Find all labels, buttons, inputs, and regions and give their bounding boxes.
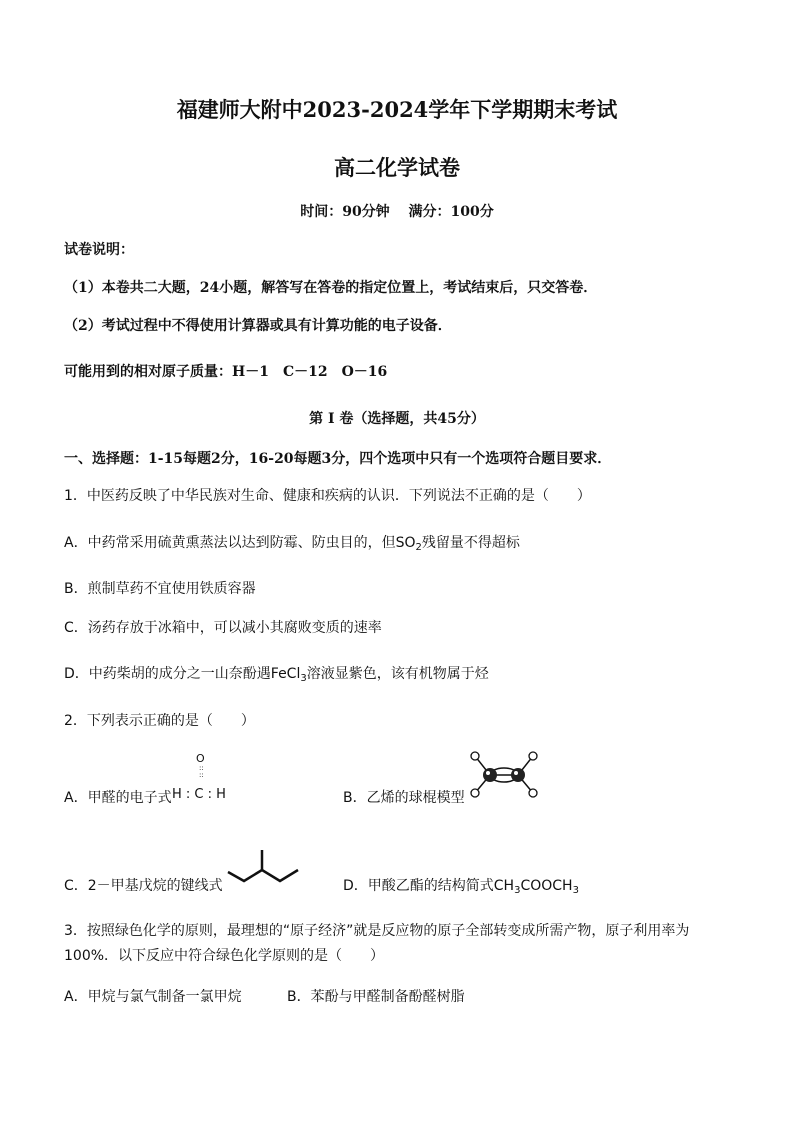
q1-option-b: B．煎制草药不宜使用铁质容器 bbox=[64, 581, 256, 597]
part-title: 第 I 卷（选择题，共45分） bbox=[309, 411, 485, 427]
formaldehyde-electron-formula bbox=[170, 752, 232, 808]
q1-option-d-subscript: 3 bbox=[300, 673, 307, 684]
time-score: 时间：90分钟 满分：100分 bbox=[300, 204, 494, 220]
instructions-heading: 试卷说明： bbox=[64, 242, 134, 258]
q2-option-b: B．乙烯的球棍模型 bbox=[343, 790, 465, 806]
q2-option-c: C．2－甲基戊烷的键线式 bbox=[64, 878, 223, 894]
q1-stem: 1．中医药反映了中华民族对生命、健康和疾病的认识．下列说法不正确的是（ ） bbox=[64, 488, 591, 504]
q3-option-a: A．甲烷与氯气制备一氯甲烷 bbox=[64, 989, 242, 1005]
instruction-item-2: （2）考试过程中不得使用计算器或具有计算功能的电子设备． bbox=[64, 318, 452, 334]
q2-option-d-subscript-1: 3 bbox=[514, 885, 521, 896]
exam-subtitle: 高二化学试卷 bbox=[334, 155, 460, 180]
q1-option-a-text: A．中药常采用硫黄熏蒸法以达到防霉、防虫目的，但SO bbox=[64, 535, 416, 551]
q1-option-d-text: D．中药柴胡的成分之一山奈酚遇FeCl bbox=[64, 666, 301, 682]
q2-option-d bbox=[343, 875, 579, 895]
section-heading: 一、选择题：1-15每题2分，16-20每题3分，四个选项中只有一个选项符合题目要求． bbox=[64, 451, 612, 467]
methylpentane-skeletal-formula bbox=[226, 848, 302, 888]
q1-option-a-tail: 残留量不得超标 bbox=[421, 535, 520, 551]
q3-stem-line-2: 100%．以下反应中符合绿色化学原则的是（ ） bbox=[64, 948, 385, 964]
q2-option-d-mid: COOCH bbox=[520, 878, 573, 894]
instruction-item-1: （1）本卷共二大题，24小题，解答写在答卷的指定位置上，考试结束后，只交答卷． bbox=[64, 280, 598, 296]
q3-option-b: B．苯酚与甲醛制备酚醛树脂 bbox=[287, 989, 465, 1005]
q2-option-a: A．甲醛的电子式 bbox=[64, 790, 172, 806]
ethylene-ball-stick-model bbox=[466, 748, 542, 800]
q1-option-c: C．汤药存放于冰箱中，可以减小其腐败变质的速率 bbox=[64, 620, 382, 636]
q2-option-d-text: D．甲酸乙酯的结构简式CH bbox=[343, 878, 515, 894]
q1-option-a bbox=[64, 532, 520, 552]
exam-title: 福建师大附中2023-2024学年下学期期末考试 bbox=[176, 97, 618, 122]
q1-option-d-tail: 溶液显紫色，该有机物属于烃 bbox=[306, 666, 489, 682]
q2-stem: 2．下列表示正确的是（ ） bbox=[64, 713, 255, 729]
q1-option-d bbox=[64, 663, 489, 683]
q2-option-d-subscript-2: 3 bbox=[572, 885, 579, 896]
atomic-mass-line: 可能用到的相对原子质量：H－1 C－12 O－16 bbox=[64, 364, 388, 380]
electron-dots-icon: :: :: bbox=[199, 764, 204, 779]
q3-stem-line-1: 3．按照绿色化学的原则，最理想的“原子经济”就是反应物的原子全部转变成所需产物，原子利用率为 bbox=[64, 923, 690, 939]
q1-option-a-subscript: 2 bbox=[415, 542, 422, 553]
formula-oxygen: O bbox=[196, 752, 205, 765]
formula-h-c-h: H : C : H bbox=[172, 787, 226, 802]
